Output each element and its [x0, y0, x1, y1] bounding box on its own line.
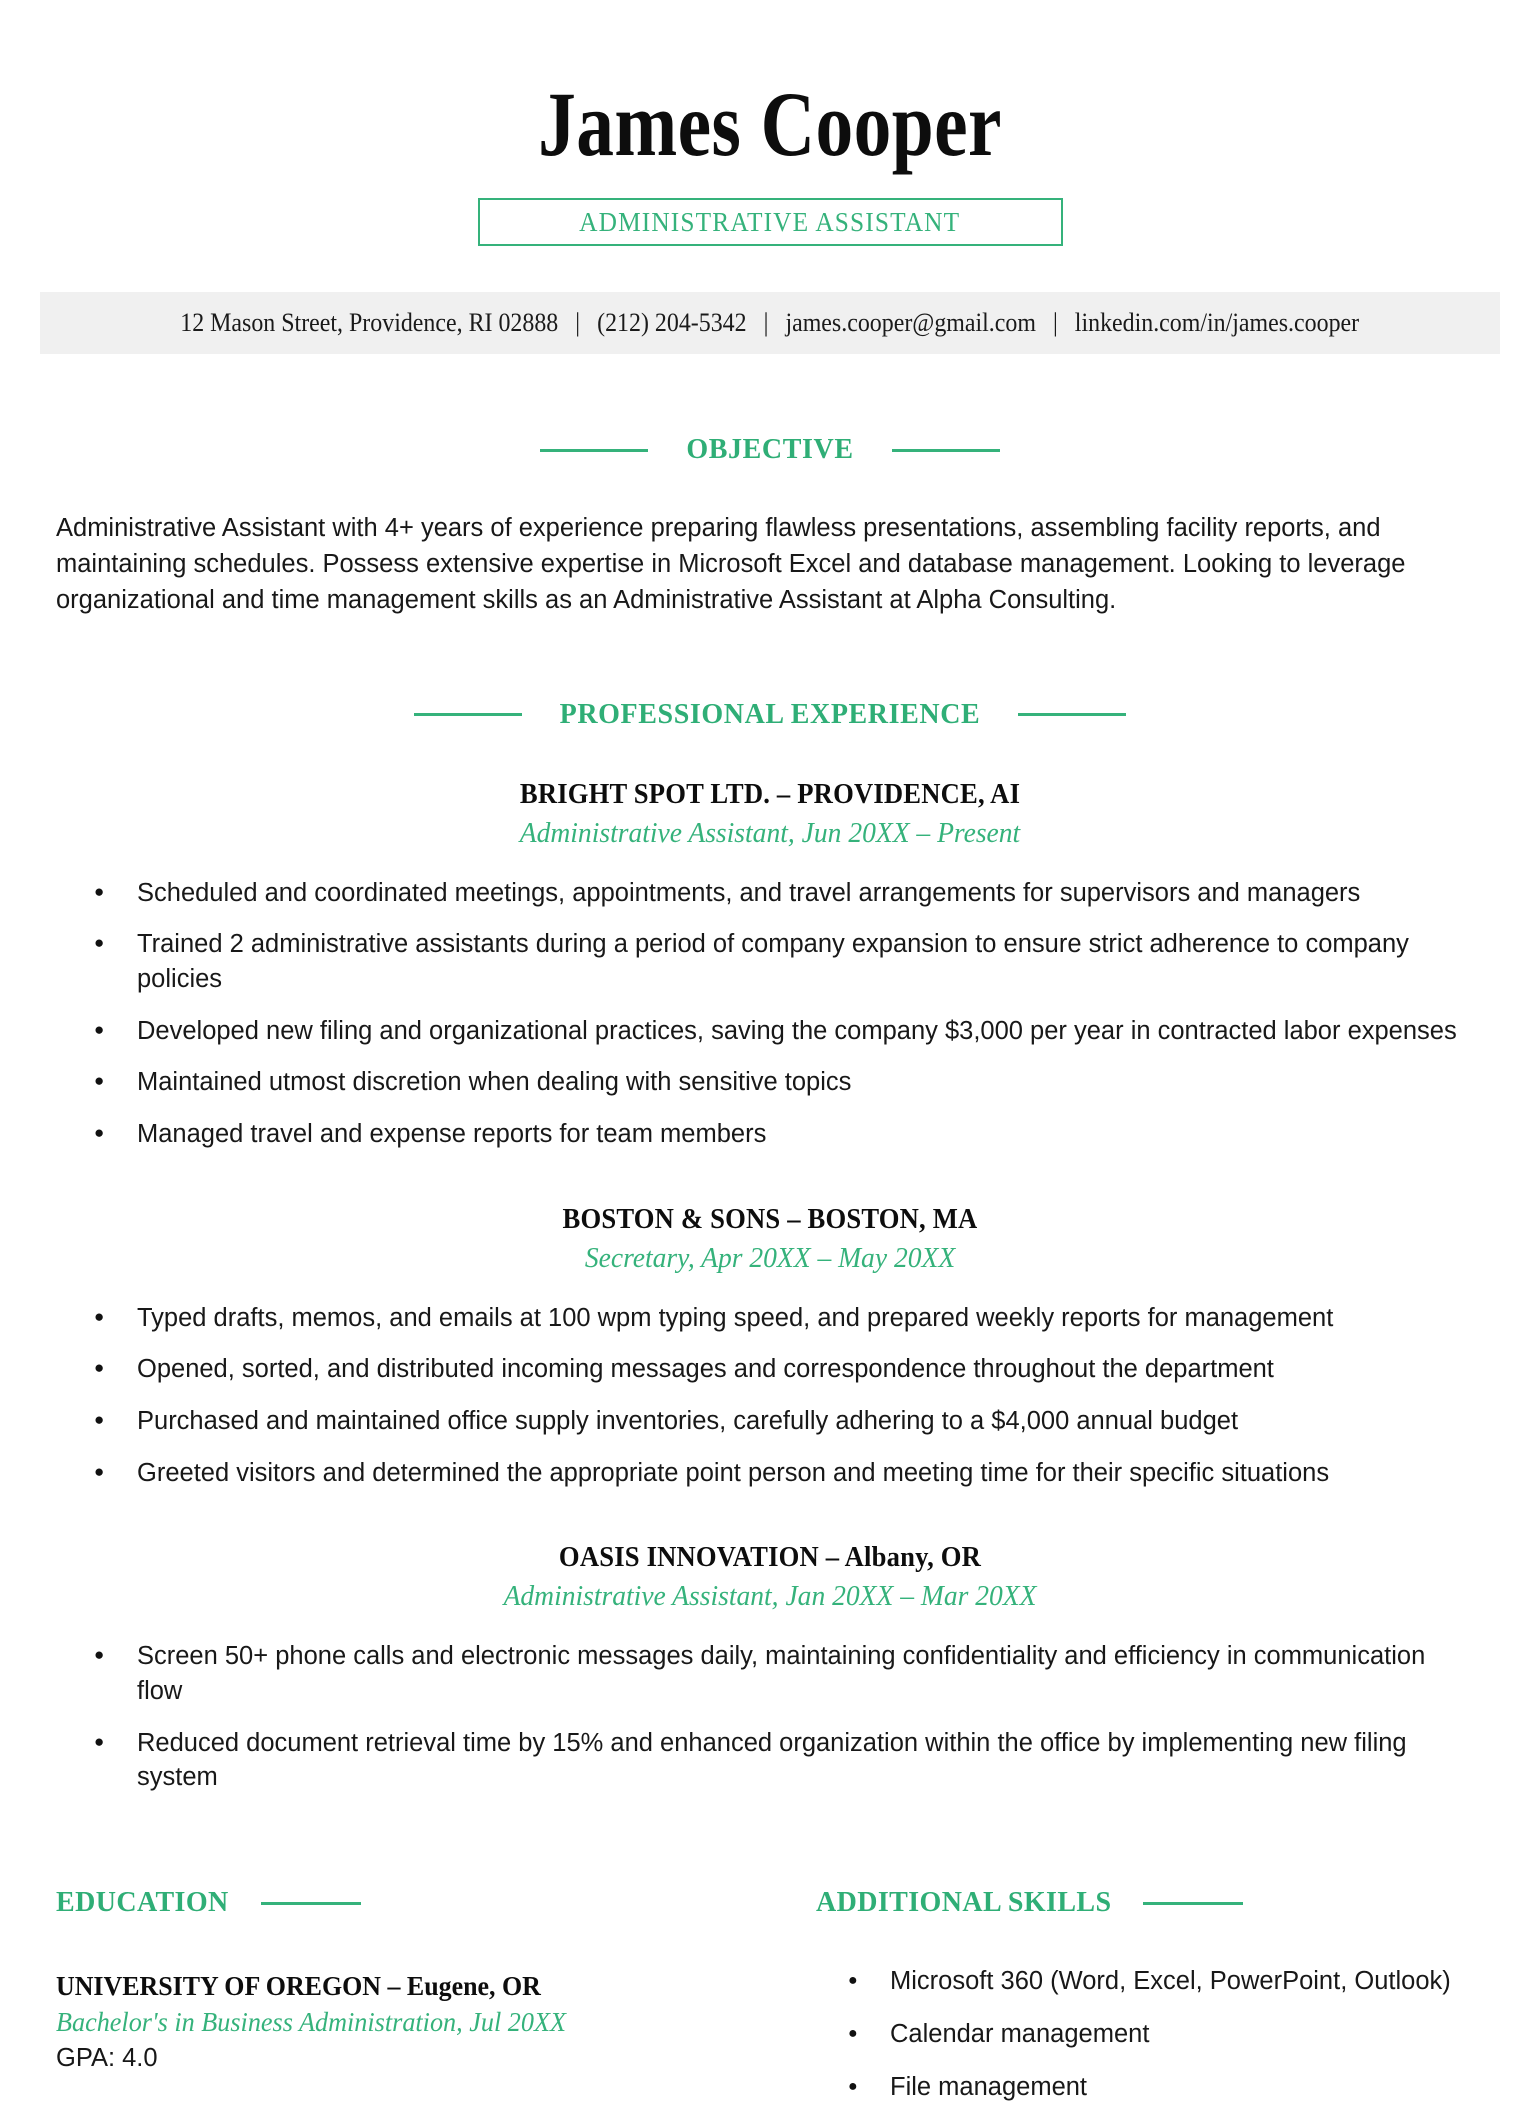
skills-list	[848, 1965, 1496, 2104]
contact-address: 12 Mason Street, Providence, RI 02888	[180, 308, 559, 337]
list-item: ● Typed drafts, memos, and emails at 100 wpm typing speed, and prepared weekly reports for management	[94, 1301, 1476, 1336]
list-item: ● Opened, sorted, and distributed incoming messages and correspondence throughout the department	[94, 1352, 1476, 1387]
list-item: ● Greeted visitors and determined the appropriate point person and meeting time for their specific situations	[94, 1456, 1476, 1491]
job-title: Administrative Assistant, Jun 20XX – Present	[519, 816, 1021, 849]
heading-rule-left	[540, 449, 648, 452]
heading-rule-right	[261, 1902, 361, 1905]
contact-phone: (212) 204-5342	[597, 308, 747, 337]
job-company: BRIGHT SPOT LTD. – PROVIDENCE, AI	[519, 778, 1021, 810]
heading-rule-right	[892, 449, 1000, 452]
resume-header	[0, 0, 1540, 246]
objective-section-heading	[0, 434, 1540, 466]
list-item: ● Microsoft 360 (Word, Excel, PowerPoint, Outlook)	[848, 1965, 1496, 1998]
job-title-box	[478, 198, 1063, 246]
job-company: BOSTON & SONS – BOSTON, MA	[562, 1203, 978, 1235]
list-item: ● Maintained utmost discretion when dealing with sensitive topics	[94, 1065, 1476, 1100]
candidate-job-title: ADMINISTRATIVE ASSISTANT	[579, 206, 961, 237]
list-item: ● Calendar management	[848, 2018, 1496, 2051]
education-heading-label: EDUCATION	[56, 1887, 229, 1919]
heading-rule-right	[1018, 713, 1126, 716]
job-title: Administrative Assistant, Jan 20XX – Mar 20XX	[503, 1580, 1037, 1613]
skills-column	[776, 1887, 1496, 2124]
job-company: OASIS INNOVATION – Albany, OR	[558, 1542, 982, 1574]
job-bullet-list	[94, 876, 1476, 1152]
list-item: ● Screen 50+ phone calls and electronic messages daily, maintaining confidentiality and efficiency in communication flow	[94, 1639, 1476, 1708]
job-bullet-list	[94, 1301, 1476, 1491]
list-item: ● Managed travel and expense reports for team members	[94, 1117, 1476, 1152]
list-item: ● File management	[848, 2071, 1496, 2104]
objective-body: Administrative Assistant with 4+ years of experience preparing flawless presentations, assembling facility reports, and maintaining schedules. Possess extensive expertise in Microsoft Excel and database management. Looking to leverage organizational and time management skills as an Administrative Assistant at Alpha Consulting.	[56, 514, 1406, 615]
contact-separator-1: |	[575, 308, 581, 337]
job-entry	[0, 1204, 1540, 1491]
job-entry	[0, 779, 1540, 1152]
list-item: ● Developed new filing and organizational practices, saving the company $3,000 per year in contracted labor expenses	[94, 1014, 1476, 1049]
list-item: ● Purchased and maintained office supply inventories, carefully adhering to a $4,000 annual budget	[94, 1404, 1476, 1439]
list-item: ● Reduced document retrieval time by 15% and enhanced organization within the office by implementing new filing system	[94, 1726, 1476, 1795]
experience-heading-label: PROFESSIONAL EXPERIENCE	[559, 698, 981, 730]
education-school: UNIVERSITY OF OREGON – Eugene, OR	[56, 1971, 541, 2002]
job-bullet-list	[94, 1639, 1476, 1795]
heading-rule-right	[1143, 1902, 1243, 1905]
job-title: Secretary, Apr 20XX – May 20XX	[584, 1241, 956, 1274]
job-entry	[0, 1542, 1540, 1795]
candidate-name: James Cooper	[538, 73, 1002, 175]
education-gpa: GPA: 4.0	[56, 2044, 158, 2073]
objective-heading-label: OBJECTIVE	[686, 434, 854, 465]
heading-rule-left	[414, 713, 522, 716]
list-item: ● Scheduled and coordinated meetings, appointments, and travel arrangements for supervisors and managers	[94, 876, 1476, 911]
bottom-columns	[0, 1887, 1540, 2124]
skills-section-heading	[816, 1887, 1496, 1919]
education-column	[56, 1887, 776, 2124]
contact-separator-3: |	[1053, 308, 1059, 337]
contact-email[interactable]: james.cooper@gmail.com	[785, 308, 1037, 337]
contact-bar	[40, 292, 1500, 354]
contact-separator-2: |	[763, 308, 769, 337]
experience-section-heading	[0, 699, 1540, 731]
contact-details	[181, 308, 1360, 338]
contact-linkedin[interactable]: linkedin.com/in/james.cooper	[1075, 308, 1360, 337]
list-item: ● Trained 2 administrative assistants during a period of company expansion to ensure strict adherence to company policies	[94, 927, 1476, 996]
skills-heading-label: ADDITIONAL SKILLS	[816, 1887, 1112, 1919]
education-section-heading	[56, 1887, 754, 1919]
education-degree: Bachelor's in Business Administration, Jul 20XX	[56, 2007, 566, 2038]
